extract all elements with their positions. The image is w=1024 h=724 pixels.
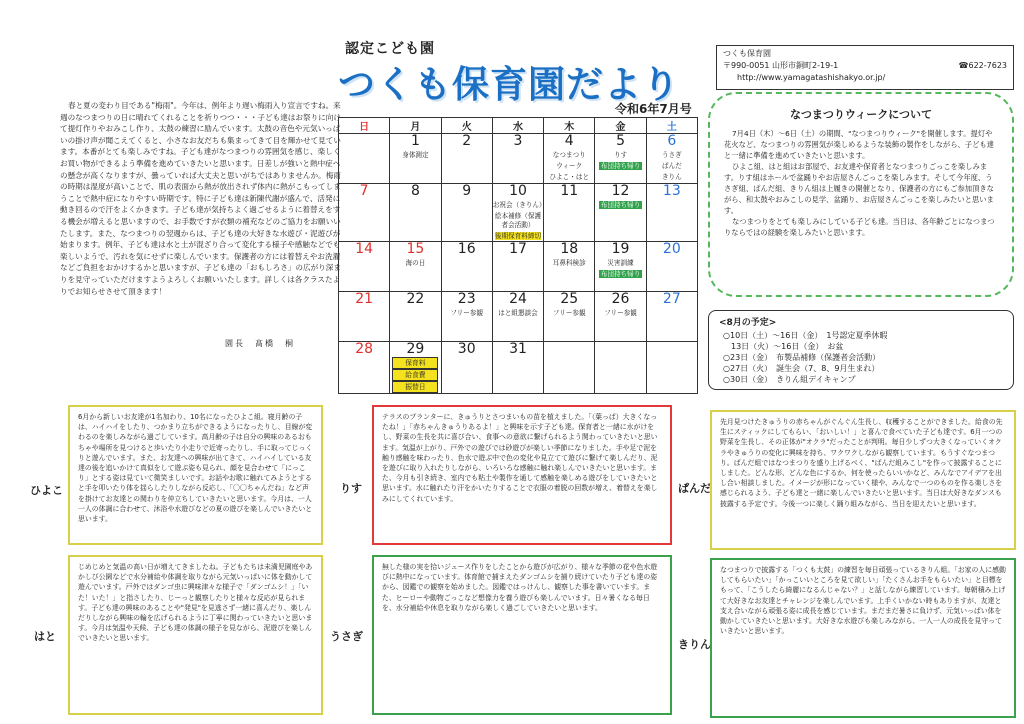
calendar-day-cell [441, 134, 492, 184]
event-text: 耳鼻科検診 [552, 259, 586, 267]
event-text: お祝会（きりん） [492, 201, 546, 209]
day-number: 8 [410, 183, 420, 199]
class-label-usagi: うさぎ [330, 630, 363, 643]
calendar-day-cell [390, 292, 441, 342]
day-event [595, 270, 645, 279]
weekday-header: 日 [339, 118, 390, 134]
day-number: 26 [611, 291, 630, 307]
calendar-day-cell [595, 292, 646, 342]
calendar-day-cell [646, 342, 697, 394]
calendar-day-cell [544, 242, 595, 292]
event-text: ウィーク [556, 162, 583, 170]
day-number: 17 [509, 241, 527, 257]
calendar-day-cell [646, 134, 697, 184]
calendar-day-cell [544, 292, 595, 342]
calendar-day-cell [544, 184, 595, 242]
calendar-day-cell [646, 184, 697, 242]
class-label-kirin: きりん [678, 638, 711, 651]
calendar-day-cell [492, 292, 543, 342]
class-box-kirin: なつまつりで披露する「つくも太鼓」の練習を毎日頑張っているきりん組。「お家の人に感動してもらいたい」「かっこいいところを見て欲しい」「たくさんお手をもらいたい」と目標をもって、「こうしたら綺麗になるんじゃない？」と話しながら練習しています。毎朝積み上げて大好きなお友達とチャレンジを楽しんでいます。上手くいかない時もありますが、友達と支え合いながら頑張る姿に成長を感じています。まだまだ暑さに負けず、元気いっぱい体を動かしていきたいと思います。大好きな水遊びも楽しみながら、一人一人の成長を見守っていきたいと思います。 [710, 558, 1016, 718]
day-event [595, 201, 645, 210]
day-number: 20 [662, 241, 681, 257]
schedule-item: ○10日（土）～16日（金） 1号認定夏季休暇 [723, 331, 888, 340]
day-number: 7 [359, 183, 369, 199]
day-event [392, 381, 438, 393]
class-label-hato: はと [34, 630, 56, 643]
day-event [493, 232, 543, 241]
day-number: 22 [406, 291, 425, 307]
day-event [595, 151, 645, 160]
event-text: 保育料 [405, 359, 426, 367]
calendar-day-cell [492, 342, 543, 394]
weekday-header: 金 [595, 118, 646, 134]
day-number: 25 [560, 291, 579, 307]
calendar-day-cell [339, 342, 390, 394]
event-text: フリー参観 [604, 309, 637, 317]
day-number: 18 [560, 241, 579, 257]
calendar-day-cell [390, 184, 441, 242]
day-number: 12 [611, 183, 630, 199]
day-event [493, 309, 543, 318]
class-label-hiyoko: ひよこ [30, 484, 63, 497]
newsletter-title: つくも保育園だより [338, 63, 680, 106]
event-text: 絵本補修（保護者会活動） [494, 212, 542, 229]
schedule-item: ○30日（金） きりん組デイキャンプ [723, 375, 856, 384]
day-number: 30 [457, 341, 476, 357]
event-text: フリー参観 [450, 309, 484, 317]
day-event [544, 309, 594, 318]
website-url[interactable]: http://www.yamagatashishakyo.or.jp/ [737, 73, 886, 82]
calendar-day-cell [390, 134, 441, 184]
day-event [544, 162, 594, 171]
august-title: <8月の予定> [719, 318, 777, 328]
class-box-usagi: 無した様の実を拾いジュース作りをしたことから遊びが広がり、様々な季節の花や色水遊びに熱中になっています。体育館で捕まえたダンゴムシを捕り続けていたり子ども達の姿から、図鑑での観察を始めました。図鑑ではっけんし、観察した事を書いています。また、ヒーローや動物ごっこなど想像力を養う遊びも楽しんでいます。日々暑くなる毎日を、水分補給や休息を取りながら楽しく過ごしていきたいと思います。 [372, 555, 672, 715]
day-event [595, 162, 645, 171]
calendar-day-cell [390, 342, 441, 394]
class-label-panda: ぱんだ [678, 482, 711, 495]
day-event [392, 357, 438, 369]
newsletter-subtitle: 認定こども園 [345, 41, 435, 57]
day-event [595, 259, 645, 268]
day-event [392, 369, 438, 381]
natsumatsuri-paragraph: 7月4日（木）～6日（土）の期間、"なつまつりウィーク"を開催します。提灯や花火など、なつまつりの雰囲気が楽しめるような装飾の製作をしながら、子ども達と一緒に準備を進めていきたいと思います。 [724, 129, 994, 160]
event-text: 布団持ち帰り [600, 201, 641, 209]
day-number: 16 [457, 241, 476, 257]
day-event [492, 201, 546, 210]
event-text: 布団持ち帰り [600, 162, 641, 170]
calendar-day-cell [441, 184, 492, 242]
day-number: 14 [355, 241, 374, 257]
calendar-day-cell [544, 134, 595, 184]
july-calendar [338, 117, 698, 394]
calendar-day-cell [595, 134, 646, 184]
event-text: はと組懇談会 [498, 309, 538, 317]
day-event [390, 259, 440, 268]
natsumatsuri-title: なつまつりウィークについて [789, 108, 933, 121]
day-event [544, 151, 594, 160]
day-number: 29 [406, 341, 425, 357]
day-event [390, 151, 440, 160]
schedule-item: ○23日（金） 布製品補修（保護者会活動） [723, 353, 881, 362]
day-event [647, 162, 697, 171]
day-event [493, 212, 543, 230]
day-event [442, 309, 492, 318]
class-label-risu: りす [340, 482, 362, 495]
event-text: 布団持ち帰り [600, 270, 641, 278]
class-box-hato: じめじめと気温の高い日が増えてきましたね。子どもたちは未満児園庭やあかしび公園などで水分補給や体調を取りながら元気いっぱいに体を動かして遊んでいます。戸外ではダンゴ虫に興味津々な様子で「ダンゴムシ！」「いた！いた！」と指さしたり、じーっと観察したりと様々な反応が見られます。子ども達の興味のあることや"発見"を見逃さず一緒に喜んだり、楽しんだりしながら興味の輪を広げられるように丁寧に関わっていきたいと思います。今月は気温や天候、子ども達の体調の様子を見ながら、泥遊びを楽しんでいきたいと思います。 [68, 555, 323, 715]
address-box [716, 45, 1014, 90]
day-number: 11 [560, 183, 579, 199]
day-number: 23 [457, 291, 476, 307]
calendar-day-cell [441, 342, 492, 394]
event-text: 振替日 [405, 383, 426, 391]
class-box-panda: 先月見つけたきゅうりの赤ちゃんがぐんぐん生長し、収穫することができました。給食の先生にスティックにしてもらい、「おいしい！」と喜んで食べていた子ども達です。6月一つの野菜を生長し、その正体が"オクラ"だったことが判明。毎日少しずつ大きくなっていくオクラやきゅうりの変化に興味を持ち、ワクワクしながら観察しています。もうすぐなつまつり。ぱんだ組ではなつまつりを盛り上げるべく、"ぱんだ組みこし"を作って披露することにしました。どんな形、どんな色にするか、何を使ったらいいかなど、みんなでアイデアを出し合い相談しました。イメージが形になっていく様や、みんなで一つのものを作る楽しさを感じられるよう、子ども達と一緒に楽しんでいきたいと思います。当日は大好きなダンスも披露する予定です。今後一つに楽しく踊り組みながら、当日を迎えたいと思います。 [710, 410, 1016, 550]
postal-address: 〒990-0051 山形市銅町2-19-1 [723, 61, 839, 70]
event-text: うさぎ [661, 151, 682, 159]
day-number: 2 [462, 133, 472, 149]
calendar-day-cell [339, 292, 390, 342]
class-box-hiyoko: 6月から新しいお友達が1名加わり、10名になったひよこ組。寝月齢の子は、ハイハイをしたり、つかまり立ちができるようになったりし、目線が変わるのを楽しみながら過ごしています。高月齢の子は自分の興味のあるおもちゃや場所を見つけると歩いたり小走りで近寄ったりし、手に取ってじっくりと遊んでいます。また、お友達への興味が出てきて、ハイハイしている友達の後を追いかけて真似をして遊ぶ姿も見られ、顔を見合わせて「にっこり」とする姿は見ていて微笑ましいです。お話やお歌に触れてみようとすると手を叩いたり体を揺らしたりしながら反応し、「〇〇ちゃんだね」など声を掛けてお友達との関わりを仲立ちしていきたいと思います。今月は、一人一人の体調に合わせて、沐浴や水遊びなどの夏の遊びを楽しんでいきたいと思います。 [68, 405, 323, 545]
schedule-item: ○27日（火） 誕生会（7、8、9月生まれ） [723, 364, 880, 373]
natsumatsuri-box [708, 92, 1014, 297]
calendar-day-cell [492, 183, 546, 242]
weekday-header: 土 [646, 118, 697, 134]
calendar-day-cell [646, 242, 697, 292]
day-number: 27 [662, 291, 681, 307]
day-number: 4 [564, 133, 574, 149]
intro-text: 春と夏の変わり目である"梅雨"。今年は、例年より遅い梅雨入り宣言ですね。来週のなつまつりの日に晴れてくれることを祈りつつ・・・子ども達はお祭りに向けて提灯作りやおみこし作り、太鼓の練習に励んでいます。太鼓の音色や元気いっぱいの掛け声が聞こえてくると、小さなお友だちも集まってきて目を輝かせて見ています。本番がとても楽しみですね。子ども達がなつまつりの雰囲気を感じ、楽しくお買い物ができるよう準備を進めていきたいと思います。日差しが強いと熱中症への懸念が高くなりますが、曇っていれば大丈夫と思いがちではありませんか。梅雨の時期は湿度が高いことで、肌の表面から熱が放出されず体内に熱がこもってしまうことで熱中症になりやすい時期です。特に子ども達は新陳代謝が盛んで、活発に動き回るので汗をよくかきます。子ども達が気持ちよく過ごせるように着替えをする機会が増えると思いますので、お手数ですが衣類の補充などのご協力をお願いいたします。また、なつまつりの翌週からは、子ども達の大好きな水遊び・泥遊びが始まります。例年、子ども達は水と土が混ざり合って変化する様子や感触などでも楽しいようで、汚れを気にせずに楽しんでいます。保護者の方には着替えやお洗濯などご負担をおかけするかと思いますが、子ども達の「おもしろさ」の広がり深まりを見守っていただけますようよろしくお願いいたします。詳しくは各クラスたよりでお知らせさせて頂きます！ [60, 101, 341, 296]
calendar-day-cell [441, 292, 492, 342]
class-box-risu: テラスのプランターに、きゅうりとさつまいもの苗を植えました。「（葉っぱ）大きくなったね！」「赤ちゃんきゅうりあるよ！」と興味を示す子ども達。保育者と一緒に水がけをし、野菜の生長を共に喜び合い、食事への意欲に繋げられるよう関わっていきたいと思います。気温が上がり、戸外での遊びでは砂遊びが楽しい季節になりました。手や足で泥を触り感触を味わったり、色水で遊ぶ中で色の変化や見立てて遊びに繋げて楽しんだり、泥を遊びに取り入れたりしながら、いろいろな感触に触れ楽しんでいきたいと思います。また、今月も引き続き、室内でも粘土や製作を通して感触を楽しめる遊びをしていきたいと思います。水に触れたり汗をかいたりすることで衣服の着脱の回数が増え、着替えを楽しみにしてくれています。 [372, 405, 672, 545]
day-number: 13 [662, 183, 681, 199]
day-event [544, 173, 594, 182]
natsumatsuri-paragraph: なつまつりをとても楽しみにしている子ども達。当日は、各年齢ごとになつまつりならではの経験を楽しみたいと思います。 [724, 217, 995, 237]
day-number: 31 [509, 341, 527, 357]
phone-number: ☎622-7623 [958, 61, 1007, 70]
day-number: 6 [667, 133, 677, 149]
day-number: 24 [509, 291, 527, 307]
event-text: ぱんだ [661, 162, 682, 170]
day-event [647, 151, 697, 160]
day-number: 9 [462, 183, 472, 199]
day-number: 1 [410, 133, 420, 149]
calendar-day-cell [646, 292, 697, 342]
calendar-day-cell [492, 242, 543, 292]
day-event [647, 173, 697, 182]
august-schedule [708, 310, 1014, 390]
day-number: 5 [616, 133, 625, 149]
issue-label: 令和6年7月号 [615, 102, 692, 116]
day-number: 15 [406, 241, 425, 257]
day-number: 19 [611, 241, 630, 257]
day-number: 21 [355, 291, 374, 307]
weekday-header: 木 [544, 118, 595, 134]
weekday-header: 火 [441, 118, 492, 134]
principal-signature: 園長 髙橋 桐 [225, 339, 295, 348]
event-text: 災害訓練 [607, 259, 634, 267]
day-number: 3 [513, 133, 523, 149]
calendar-day-cell [390, 242, 441, 292]
natsumatsuri-paragraph: ひよこ組、はと組はお部屋で、お友達や保育者となつまつりごっこを楽しみます。りす組はホールで盆踊りやお店屋さんごっこを楽しみます。そして今年度、うさぎ組、ぱんだ組、きりん組は上履きの開催となり、保護者の方にもご参加頂きながら、和太鼓やおみこしの見学、盆踊り、お店屋さんごっこを楽しみたいと思います。 [724, 162, 994, 215]
calendar-day-cell [595, 342, 646, 394]
calendar-day-cell [339, 184, 390, 242]
calendar-day-cell [492, 134, 543, 184]
day-number: 28 [355, 341, 374, 357]
event-text: 海の日 [405, 259, 426, 267]
day-event [544, 259, 594, 268]
calendar-day-cell [544, 342, 595, 394]
event-text: 給食費 [405, 371, 426, 379]
schedule-item: 13日（火）～16日（金） お盆 [723, 342, 844, 351]
event-text: 後期保育料締切 [494, 232, 542, 240]
event-text: フリー参観 [552, 309, 586, 317]
weekday-header: 水 [492, 118, 543, 134]
event-text: 身体測定 [402, 151, 429, 159]
day-number: 10 [509, 183, 527, 199]
event-text: きりん [661, 173, 682, 181]
event-text: ひよこ・はと [549, 173, 590, 181]
calendar-day-cell [595, 242, 646, 292]
school-name: つくも保育園 [723, 49, 771, 58]
event-text: なつまつり [552, 151, 586, 159]
calendar-day-cell [339, 134, 390, 184]
calendar-day-cell [595, 184, 646, 242]
weekday-header: 月 [390, 118, 441, 134]
calendar-day-cell [441, 242, 492, 292]
day-event [595, 309, 645, 318]
event-text: りす [613, 151, 628, 159]
calendar-day-cell [339, 242, 390, 292]
